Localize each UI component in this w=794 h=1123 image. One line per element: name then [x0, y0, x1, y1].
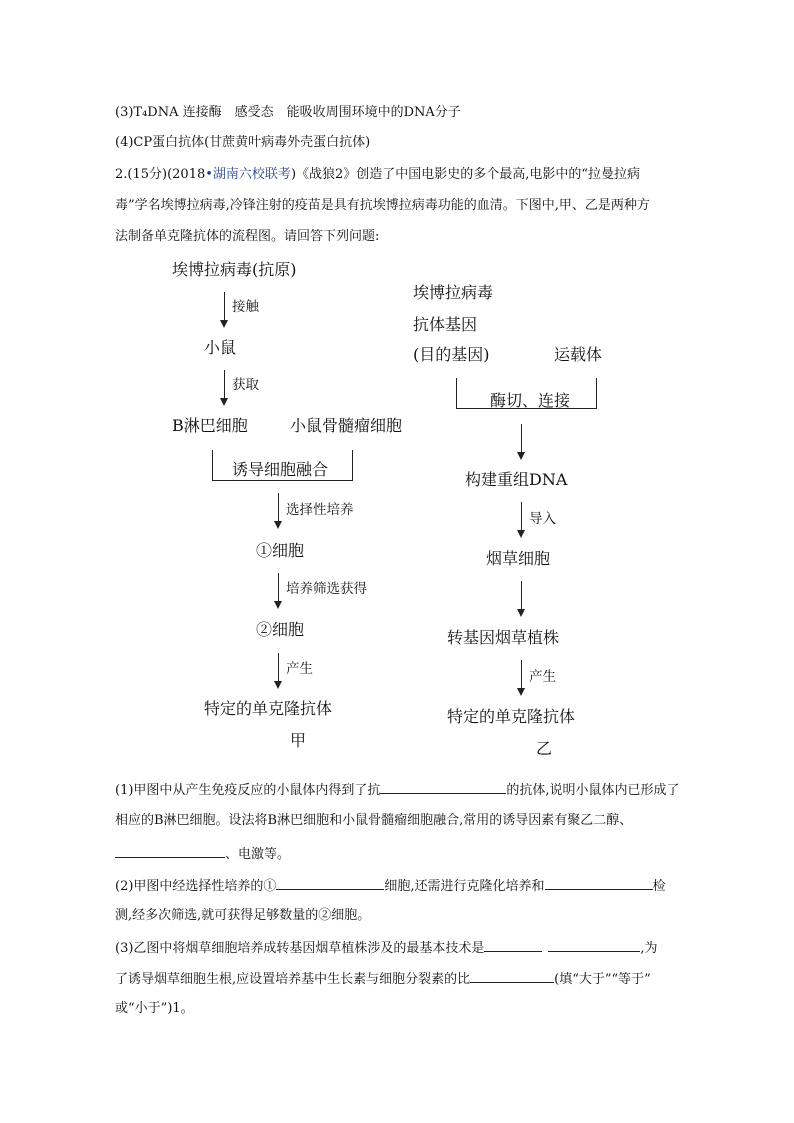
flow-b-transgenic-plant: 转基因烟草植株 [447, 628, 560, 647]
flow-b-arrow-1 [521, 424, 522, 454]
q3-text-e: 或 [115, 1001, 129, 1016]
flow-b-product: 特定的单克隆抗体 [447, 707, 576, 726]
sub-question-3-line-1 [115, 938, 658, 957]
flow-a-step-contact: 接触 [232, 299, 259, 315]
flow-a-arrow-3 [278, 493, 279, 523]
flow-b-bracket-right [596, 378, 597, 408]
flow-a-arrowhead-1 [220, 320, 228, 328]
sub-question-3-line-3 [115, 1000, 194, 1017]
flow-b-gene-line-3: (目的基因) [413, 345, 490, 364]
flow-b-cut-ligate: 酶切、连接 [490, 391, 571, 410]
q1-blank-2[interactable] [115, 844, 225, 858]
question-2-line-3: 法制备单克隆抗体的流程图。请回答下列问题: [115, 229, 380, 244]
flow-b-gene-line-2: 抗体基因 [413, 315, 478, 334]
flow-a-bracket-bottom [212, 480, 353, 481]
flow-b-caption: 乙 [536, 739, 553, 758]
q1-text-b: 的抗体,说明小鼠体内已形成了 [506, 783, 680, 798]
q2-blank-2[interactable] [545, 876, 653, 890]
question-stem: )《战狼2》创造了中国电影史的多个最高,电影中的“拉曼拉病 [290, 167, 641, 182]
flow-b-arrowhead-4 [517, 688, 525, 696]
flow-b-tobacco-cell: 烟草细胞 [486, 549, 551, 568]
flow-a-caption: 甲 [290, 731, 307, 750]
flow-a-arrow-2 [224, 370, 225, 400]
flow-b-vector: 运载体 [554, 345, 603, 364]
q1-blank-1[interactable] [380, 780, 506, 794]
flow-a-arrowhead-2 [220, 398, 228, 406]
flow-a-b-cell: B淋巴细胞 [172, 416, 248, 435]
sub-question-1-line-2: 相应的B淋巴细胞。设法将B淋巴细胞和小鼠骨髓瘤细胞融合,常用的诱导因素有聚乙二醇、 [115, 813, 633, 828]
flow-a-antigen: 埃博拉病毒(抗原) [172, 260, 297, 279]
q2-blank-1[interactable] [276, 876, 384, 890]
q3-blank-3[interactable] [470, 969, 554, 983]
flow-b-step-import: 导入 [529, 511, 556, 527]
q3-options-b: “小于” [128, 1001, 168, 1016]
flow-a-step-produce: 产生 [286, 661, 313, 677]
sub-question-3-line-2 [115, 969, 651, 988]
source-label: 湖南六校联考 [212, 167, 291, 182]
flow-b-recombinant: 构建重组DNA [465, 470, 568, 489]
answer-3: (3)T₄DNA 连接酶 感受态 能吸收周围环境中的DNA分子 [115, 105, 461, 120]
flow-a-myeloma: 小鼠骨髓瘤细胞 [290, 416, 403, 435]
question-2-line-1 [115, 166, 640, 183]
flow-a-bracket-right [352, 450, 353, 480]
sub-question-1-line-3 [115, 844, 290, 863]
question-2-line-2: 毒”学名埃博拉病毒,冷锋注射的疫苗是具有抗埃博拉病毒功能的血清。下图中,甲、乙是两种方 [115, 198, 650, 213]
q3-options-a: “大于”“等于” [572, 972, 651, 987]
flow-a-bracket-left [212, 450, 213, 480]
q3-text-f: )1。 [167, 1001, 194, 1016]
flow-b-gene-line-1: 埃博拉病毒 [413, 283, 494, 302]
q3-text-d: (填 [554, 972, 573, 987]
question-number: 2.(15分)(2018 [115, 167, 206, 182]
flow-b-bracket-left [456, 378, 457, 408]
q2-text-a: (2)甲图中经选择性培养的① [115, 879, 277, 894]
flow-a-arrowhead-5 [274, 681, 282, 689]
q2-text-c: 检 [652, 879, 666, 894]
flow-a-fusion: 诱导细胞融合 [232, 460, 329, 479]
flow-a-arrow-4 [278, 573, 279, 603]
sub-question-1-line-1 [115, 780, 680, 799]
flow-a-step-screen: 培养筛选获得 [286, 581, 367, 597]
flow-a-cell-1: ①细胞 [256, 541, 305, 560]
source-dot: • [205, 167, 213, 182]
q3-text-c: 了诱导烟草细胞生根,应设置培养基中生长素与细胞分裂素的比 [115, 972, 471, 987]
flow-a-arrowhead-4 [274, 601, 282, 609]
q1-text-a: (1)甲图中从产生免疫反应的小鼠体内得到了抗 [115, 783, 381, 798]
q3-blank-2[interactable] [548, 938, 640, 952]
flow-a-cell-2: ②细胞 [256, 620, 305, 639]
flow-a-arrow-5 [278, 653, 279, 683]
sub-question-2-line-2: 测,经多次筛选,就可获得足够数量的②细胞。 [115, 908, 371, 923]
q3-text-b: ,为 [640, 941, 658, 956]
q3-blank-1[interactable] [484, 938, 542, 952]
flow-a-step-obtain: 获取 [232, 377, 259, 393]
flow-b-arrow-4 [521, 660, 522, 690]
flow-a-product: 特定的单克隆抗体 [204, 699, 333, 718]
flow-b-arrow-3 [521, 581, 522, 611]
q2-text-b: 细胞,还需进行克隆化培养和 [384, 879, 545, 894]
flow-b-arrowhead-3 [517, 609, 525, 617]
flow-b-arrowhead-2 [517, 530, 525, 538]
flow-b-arrowhead-1 [517, 452, 525, 460]
flow-a-arrow-1 [224, 292, 225, 322]
flow-a-step-selective: 选择性培养 [286, 502, 354, 518]
flow-b-step-produce: 产生 [529, 669, 556, 685]
flow-a-mouse: 小鼠 [204, 338, 237, 357]
flow-b-arrow-2 [521, 502, 522, 532]
q1-text-c: 、电激等。 [225, 847, 291, 862]
flow-a-arrowhead-3 [274, 521, 282, 529]
answer-4: (4)CP蛋白抗体(甘蔗黄叶病毒外壳蛋白抗体) [115, 135, 371, 150]
q3-text-a: (3)乙图中将烟草细胞培养成转基因烟草植株涉及的最基本技术是 [115, 941, 485, 956]
sub-question-2-line-1 [115, 876, 666, 895]
